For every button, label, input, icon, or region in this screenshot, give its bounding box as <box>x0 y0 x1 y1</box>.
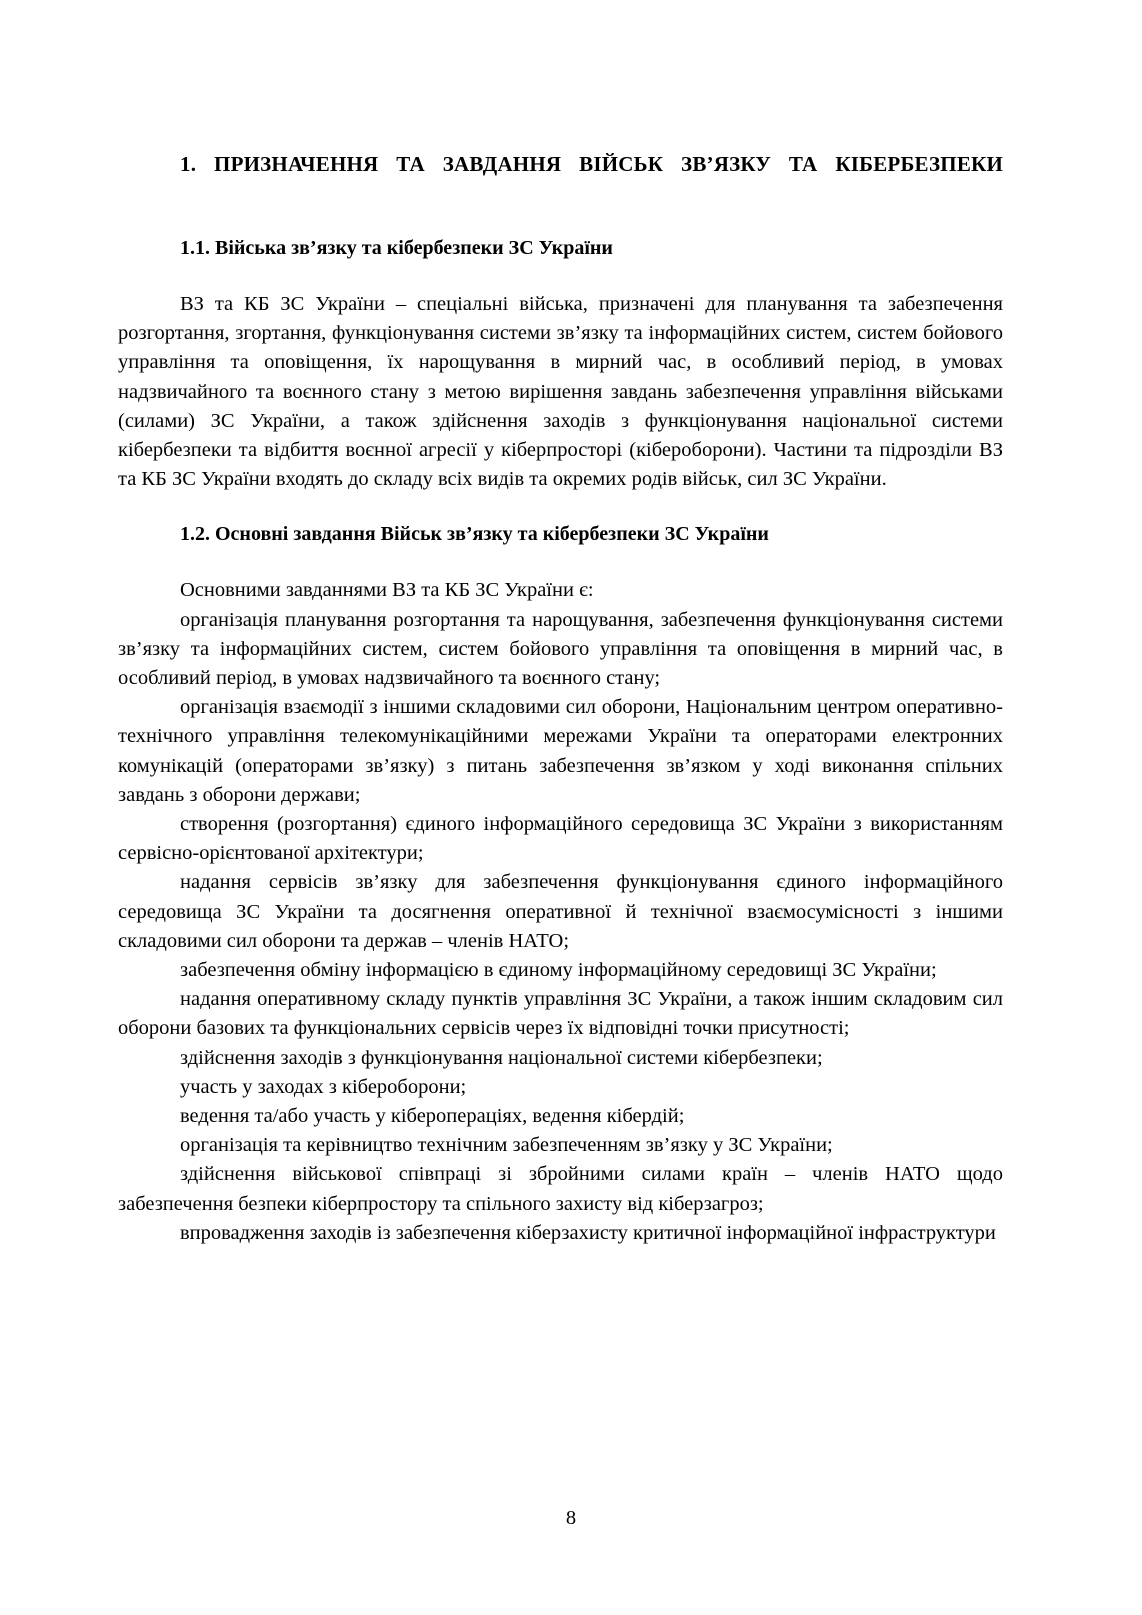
page-number: 8 <box>565 1507 577 1529</box>
task-item: надання оперативному складу пунктів управління ЗС України, а також іншим складовим сил оборони базових та функціональних сервісів через їх відповідні точки присутності; <box>118 988 1003 1040</box>
task-item: надання сервісів зв’язку для забезпечення функціонування єдиного інформаційного середовища ЗС України та досягнення оперативної й технічної взаємосумісності з іншими складовими сил оборони та держав – членів НАТО; <box>118 871 1003 952</box>
task-item: впровадження заходів із забезпечення кіберзахисту критичної інформаційної інфраструктури <box>180 1221 996 1244</box>
section-heading-1-2: 1.2. Основні завдання Військ зв’язку та кібербезпеки ЗС України <box>180 523 769 546</box>
task-item: здійснення військової співпраці зі збройними силами країн – членів НАТО щодо забезпечення безпеки кіберпростору та спільного захисту від кіберзагроз; <box>118 1163 1003 1215</box>
task-item: здійснення заходів з функціонування національної системи кібербезпеки; <box>180 1046 823 1069</box>
task-item: організація та керівництво технічним забезпеченням зв’язку у ЗС України; <box>180 1134 833 1157</box>
paragraph-lead-1-2: Основними завданнями ВЗ та КБ ЗС України є: <box>180 579 594 602</box>
paragraph-intro-1-1: ВЗ та КБ ЗС України – спеціальні війська, призначені для планування та забезпечення розгортання, згортання, функціонування системи зв’язку та інформаційних систем, систем бойового управління та оповіщення, їх нарощування в мирний час, в особливий період, в умовах надзвичайного та воєнного стану з метою вирішення завдань забезпечення управління військами (силами) ЗС України, а також здійснення заходів з функціонування національної системи кібербезпеки та відбиття воєнної агресії у кіберпросторі (кібероборони). Частини та підрозділи ВЗ та КБ ЗС України входять до складу всіх видів та окремих родів військ, сил ЗС України. <box>118 293 1003 491</box>
task-item: організація планування розгортання та нарощування, забезпечення функціонування системи зв’язку та інформаційних систем, систем бойового управління та оповіщення в мирний час, в особливий період, в умовах надзвичайного та воєнного стану; <box>118 608 1003 690</box>
task-item: участь у заходах з кібероборони; <box>180 1075 467 1098</box>
task-item: організація взаємодії з іншими складовими сил оборони, Національним центром оперативно-технічного управління телекомунікаційними мережами України та операторами електронних комунікацій (операторами зв’язку) з питань забезпечення зв’язком у ході виконання спільних завдань з оборони держави; <box>118 696 1003 806</box>
task-item: створення (розгортання) єдиного інформаційного середовища ЗС України з використанням сервісно-орієнтованої архітектури; <box>118 813 1003 865</box>
section-heading-1: 1. ПРИЗНАЧЕННЯ ТА ЗАВДАННЯ ВІЙСЬК ЗВ’ЯЗКУ ТА КІБЕРБЕЗПЕКИ <box>180 152 1003 176</box>
page-content <box>118 150 1003 1462</box>
task-item: ведення та/або участь у кібероперацiях, ведення кібердій; <box>180 1105 685 1128</box>
task-item: забезпечення обміну інформацією в єдиному інформаційному середовищі ЗС України; <box>180 959 937 982</box>
section-heading-1-1: 1.1. Війська зв’язку та кібербезпеки ЗС України <box>180 237 613 259</box>
